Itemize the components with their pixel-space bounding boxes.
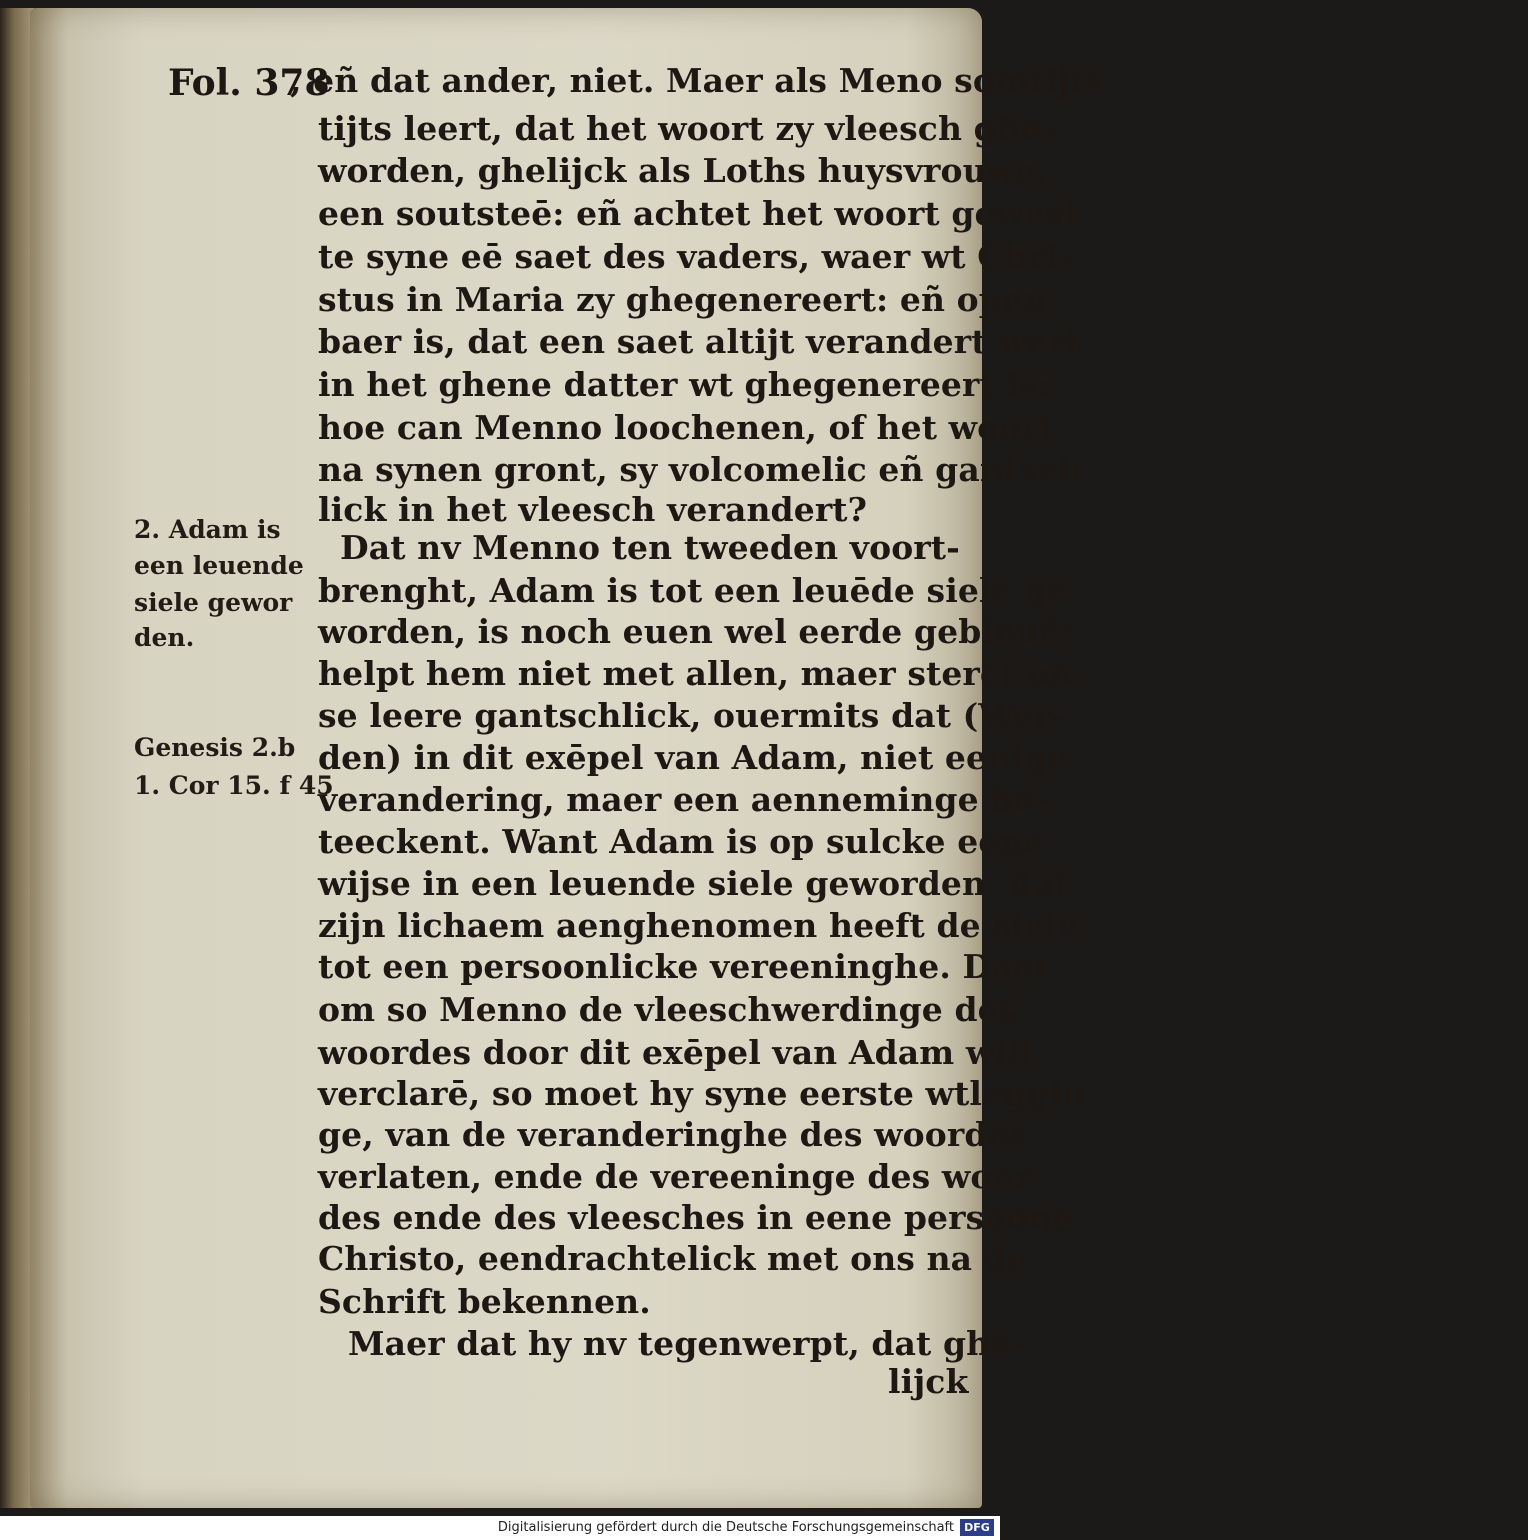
text-line: teeckent. Want Adam is op sulcke eene: [318, 822, 1045, 861]
margin-note: den.: [134, 623, 195, 652]
text-line: woordes door dit exēpel van Adam wilt: [318, 1033, 1035, 1072]
folio-number: Fol. 378: [168, 62, 330, 104]
text-line: na synen gront, sy volcomelic eñ gantsch: [318, 450, 1083, 489]
text-line: hoe can Menno loochenen, of het woort: [318, 408, 1055, 447]
margin-note: siele gewor: [134, 588, 293, 617]
text-line: stus in Maria zy ghegenereert: eñ open: [318, 280, 1048, 319]
margin-note: Genesis 2.b: [134, 733, 296, 762]
text-line: tot een persoonlicke vereeninghe. Daer: [318, 947, 1052, 986]
margin-note: 1. Cor 15. f 45: [134, 771, 334, 800]
text-line: baer is, dat een saet altijt verandert wert: [318, 322, 1081, 361]
text-line: tijts leert, dat het woort zy vleesch ghe-: [318, 109, 1056, 148]
text-line: verlaten, ende de vereeninge des woor: [318, 1157, 1033, 1196]
text-line: se leere gantschlick, ouermits dat (Wer-: [318, 696, 1066, 735]
text-line: zijn lichaem aenghenomen heeft de siele: [318, 906, 1079, 945]
text-line: helpt hem niet met allen, maer sterct on-: [318, 654, 1088, 693]
footer-bar: [0, 1516, 1000, 1540]
text-line: den) in dit exēpel van Adam, niet eenige: [318, 738, 1069, 777]
text-line: een soutsteē: eñ achtet het woort gewest: [318, 194, 1080, 233]
text-line: brenght, Adam is tot een leuēde siele ge: [318, 571, 1069, 610]
text-line: des ende des vleesches in eene persoone: [318, 1198, 1074, 1237]
text-line: in het ghene datter wt ghegenereert is:: [318, 365, 1051, 404]
text-line: ge, van de veranderinghe des woordes: [318, 1115, 1028, 1154]
dfg-logo: DFG: [960, 1519, 994, 1536]
text-line: verclarē, so moet hy syne eerste wtleggin: [318, 1074, 1087, 1113]
text-line: Maer dat hy nv tegenwerpt, dat ghe-: [348, 1324, 1026, 1363]
text-line: lick in het vleesch verandert?: [318, 490, 868, 529]
text-line: worden, ghelijck als Loths huysvrouwe,: [318, 151, 1048, 190]
footer-credit: Digitalisierung gefördert durch die Deutsche Forschungsgemeinschaft: [497, 1520, 954, 1535]
text-line: te syne eē saet des vaders, waer wt Chri-: [318, 237, 1072, 276]
text-line: wijse in een leuende siele geworden, dat: [318, 864, 1070, 903]
text-line: Christo, eendrachtelick met ons na de: [318, 1239, 1029, 1278]
book-edge: [0, 8, 34, 1508]
text-line: , eñ dat ander, niet. Maer als Meno somtijts: [290, 61, 1105, 100]
text-line: verandering, maer een aenneminge be-: [318, 780, 1049, 819]
text-line: om so Menno de vleeschwerdinge des: [318, 990, 1018, 1029]
text-line: worden, is noch euen wel eerde gebleuē:: [318, 612, 1073, 651]
text-line: Dat nv Menno ten tweeden voort-: [340, 528, 960, 567]
text-line: Schrift bekennen.: [318, 1282, 651, 1321]
margin-note: 2. Adam is: [134, 515, 281, 544]
text-line: lijck: [888, 1362, 969, 1401]
margin-note: een leuende: [134, 551, 304, 580]
